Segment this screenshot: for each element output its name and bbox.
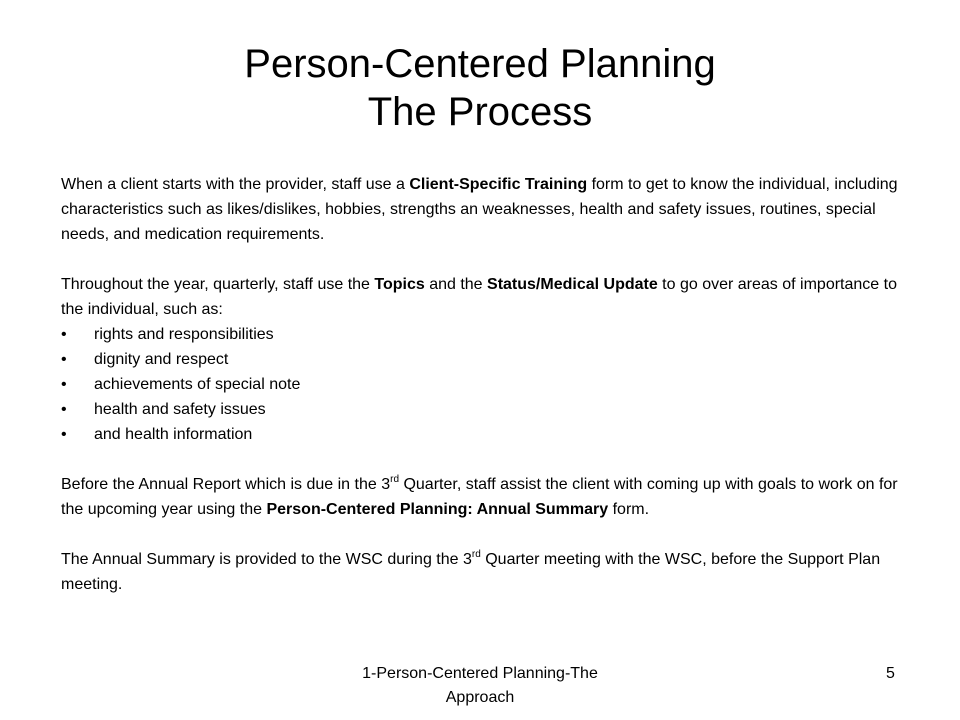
bullet-icon: • — [61, 326, 67, 343]
annual-report-text-start: Before the Annual Report which is due in the 3 — [61, 476, 391, 493]
areas-of-importance-list — [61, 322, 921, 447]
list-item-text: health and safety issues — [94, 401, 266, 418]
intro-paragraph — [61, 172, 921, 247]
page-number: 5 — [886, 665, 895, 682]
annual-report-paragraph — [61, 472, 921, 522]
title-line-1: Person-Centered Planning — [244, 42, 716, 86]
bullet-icon: • — [61, 376, 67, 393]
annual-report-text-end: form. — [608, 501, 650, 518]
footer-title: 1-Person-Centered Planning-The Approach — [362, 665, 598, 706]
ordinal-suffix: rd — [390, 474, 400, 485]
list-item-text: and health information — [94, 426, 253, 443]
status-medical-update-term: Status/Medical Update — [487, 276, 658, 293]
list-item-text: achievements of special note — [94, 376, 301, 393]
quarterly-text-start: Throughout the year, quarterly, staff use the — [61, 276, 375, 293]
list-item — [61, 322, 921, 347]
slide-body — [61, 172, 921, 597]
bullet-icon: • — [61, 351, 67, 368]
list-item — [61, 372, 921, 397]
annual-summary-text-end: Quarter meeting with the WSC, before the Support Plan meeting. — [61, 551, 881, 593]
quarterly-text-end: to go over areas of importance to the individual, such as: — [61, 276, 897, 318]
quarterly-text-middle: and the — [424, 276, 488, 293]
intro-text-end: form to get to know the individual, including characteristics such as likes/dislikes, hobbies, strengths an weaknesses, health and safety issues, routines, special needs, and medication requirements. — [61, 176, 898, 243]
bullet-icon: • — [61, 401, 67, 418]
list-item — [61, 422, 921, 447]
slide-title — [0, 40, 960, 136]
list-item-text: dignity and respect — [94, 351, 229, 368]
client-specific-training-term: Client-Specific Training — [409, 176, 588, 193]
ordinal-suffix: rd — [471, 549, 481, 560]
bullet-icon: • — [61, 426, 67, 443]
list-item — [61, 347, 921, 372]
title-line-2: The Process — [367, 90, 593, 134]
list-item — [61, 397, 921, 422]
intro-text-start: When a client starts with the provider, staff use a — [61, 176, 410, 193]
list-item-text: rights and responsibilities — [94, 326, 274, 343]
annual-summary-paragraph — [61, 547, 921, 597]
annual-summary-text-start: The Annual Summary is provided to the WSC during the 3 — [61, 551, 472, 568]
annual-summary-form-term: Person-Centered Planning: Annual Summary — [266, 501, 609, 518]
topics-term: Topics — [374, 276, 425, 293]
annual-report-text-middle: Quarter, staff assist the client with coming up with goals to work on for the upcoming year using the — [61, 476, 898, 518]
quarterly-paragraph — [61, 272, 921, 322]
